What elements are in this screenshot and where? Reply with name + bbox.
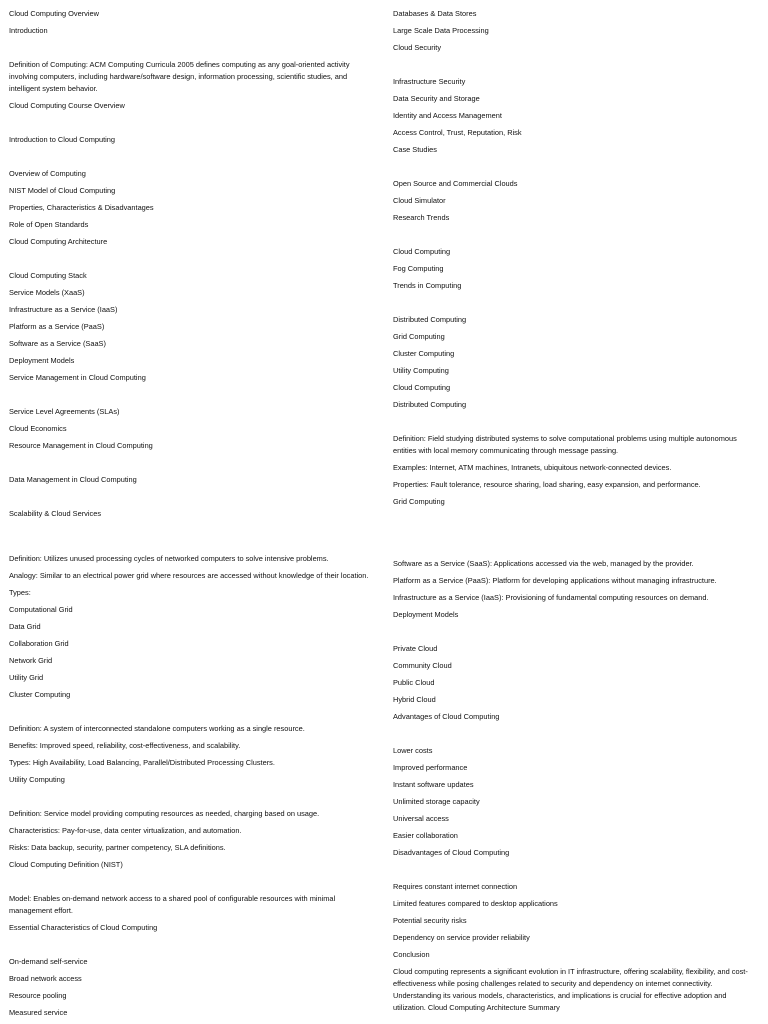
text-line: Resource Management in Cloud Computing bbox=[9, 441, 153, 450]
spacer bbox=[9, 117, 377, 134]
text-line: Requires constant internet connection bbox=[393, 882, 518, 891]
text-line: Cluster Computing bbox=[9, 690, 71, 699]
spacer bbox=[393, 864, 760, 881]
text-line: Network Grid bbox=[9, 656, 53, 665]
text-line: Deployment Models bbox=[9, 356, 75, 365]
text-line: Unlimited storage capacity bbox=[393, 797, 480, 806]
spacer bbox=[9, 791, 377, 808]
text-line: Cloud Economics bbox=[9, 424, 67, 433]
text-line: Types: High Availability, Load Balancing, Parallel/Distributed Processing Clusters. bbox=[9, 758, 275, 767]
text-line: Distributed Computing bbox=[393, 315, 467, 324]
text-line: Limited features compared to desktop applications bbox=[393, 899, 558, 908]
text-line: Examples: Internet, ATM machines, Intranets, ubiquitous network-connected devices. bbox=[393, 463, 672, 472]
spacer bbox=[393, 541, 760, 558]
text-line: NIST Model of Cloud Computing bbox=[9, 186, 116, 195]
spacer bbox=[393, 297, 760, 314]
spacer bbox=[9, 491, 377, 508]
text-line: Definition of Computing: ACM Computing Curricula 2005 defines computing as any goal-oriented activity involving computers, including hardware/software design, information processing, scientific studies, and intelligent system behavior. bbox=[9, 60, 350, 93]
spacer bbox=[393, 728, 760, 745]
text-line: Service Management in Cloud Computing bbox=[9, 373, 146, 382]
text-line: Cloud Computing bbox=[393, 247, 451, 256]
text-line: Cloud Computing Course Overview bbox=[9, 101, 125, 110]
text-line: Case Studies bbox=[393, 145, 437, 154]
text-line: Dependency on service provider reliability bbox=[393, 933, 530, 942]
text-line: Platform as a Service (PaaS) bbox=[9, 322, 105, 331]
text-line: Types: bbox=[9, 588, 31, 597]
text-line: Computational Grid bbox=[9, 605, 73, 614]
text-line: Data Grid bbox=[9, 622, 41, 631]
text-line: Cloud computing represents a significant evolution in IT infrastructure, offering scalability, flexibility, and cost-effectiveness while posing challenges related to security and dependency on internet connectivity. Understanding its various models, characteristics, and implications is crucial for effective adoption and utilization. Cloud Computing Architecture Summary bbox=[393, 967, 748, 1012]
text-line: Infrastructure Security bbox=[393, 77, 466, 86]
text-line: Infrastructure as a Service (IaaS): Provisioning of fundamental computing resources on demand. bbox=[393, 593, 709, 602]
text-line: Overview of Computing bbox=[9, 169, 86, 178]
text-line: Cloud Security bbox=[393, 43, 442, 52]
spacer bbox=[9, 42, 377, 59]
text-line: Definition: A system of interconnected standalone computers working as a single resource. bbox=[9, 724, 305, 733]
spacer bbox=[9, 939, 377, 956]
spacer bbox=[393, 161, 760, 178]
text-line: Definition: Utilizes unused processing cycles of networked computers to solve intensive problems. bbox=[9, 554, 329, 563]
spacer bbox=[393, 626, 760, 643]
spacer bbox=[9, 876, 377, 893]
text-line: Improved performance bbox=[393, 763, 468, 772]
text-line: Lower costs bbox=[393, 746, 433, 755]
text-line: Community Cloud bbox=[393, 661, 452, 670]
text-line: Identity and Access Management bbox=[393, 111, 502, 120]
text-line: Cloud Computing Architecture bbox=[9, 237, 108, 246]
text-line: Resource pooling bbox=[9, 991, 67, 1000]
text-line: Scalability & Cloud Services bbox=[9, 509, 102, 518]
text-line: Benefits: Improved speed, reliability, cost-effectiveness, and scalability. bbox=[9, 741, 241, 750]
spacer bbox=[9, 525, 377, 553]
spacer bbox=[393, 59, 760, 76]
spacer bbox=[9, 457, 377, 474]
text-line: Utility Grid bbox=[9, 673, 44, 682]
text-line: Software as a Service (SaaS) bbox=[9, 339, 106, 348]
text-line: Universal access bbox=[393, 814, 449, 823]
text-line: Private Cloud bbox=[393, 644, 438, 653]
text-line: Essential Characteristics of Cloud Computing bbox=[9, 923, 158, 932]
text-line: Distributed Computing bbox=[393, 400, 467, 409]
right-column bbox=[393, 8, 760, 1019]
text-line: Cloud Computing Definition (NIST) bbox=[9, 860, 123, 869]
text-line: Cloud Simulator bbox=[393, 196, 446, 205]
left-column bbox=[9, 8, 377, 1024]
text-line: Risks: Data backup, security, partner competency, SLA definitions. bbox=[9, 843, 226, 852]
text-line: Analogy: Similar to an electrical power grid where resources are accessed without knowledge of their location. bbox=[9, 571, 369, 580]
spacer bbox=[9, 253, 377, 270]
text-line: Conclusion bbox=[393, 950, 430, 959]
text-line: Utility Computing bbox=[393, 366, 449, 375]
text-line: Role of Open Standards bbox=[9, 220, 89, 229]
text-line: Instant software updates bbox=[393, 780, 474, 789]
text-line: Hybrid Cloud bbox=[393, 695, 436, 704]
text-line: Software as a Service (SaaS): Applications accessed via the web, managed by the provider. bbox=[393, 559, 694, 568]
text-line: Open Source and Commercial Clouds bbox=[393, 179, 518, 188]
spacer bbox=[393, 513, 760, 541]
text-line: Collaboration Grid bbox=[9, 639, 69, 648]
text-line: Definition: Service model providing computing resources as needed, charging based on usage. bbox=[9, 809, 320, 818]
text-line: Grid Computing bbox=[393, 332, 445, 341]
text-line: Infrastructure as a Service (IaaS) bbox=[9, 305, 118, 314]
text-line: Potential security risks bbox=[393, 916, 467, 925]
text-line: Data Security and Storage bbox=[393, 94, 480, 103]
text-line: Easier collaboration bbox=[393, 831, 458, 840]
text-line: Definition: Field studying distributed systems to solve computational problems using multiple autonomous entities with local memory communicating through message passing. bbox=[393, 434, 737, 455]
text-line: Data Management in Cloud Computing bbox=[9, 475, 137, 484]
text-line: Cloud Computing Overview bbox=[9, 9, 99, 18]
text-line: Public Cloud bbox=[393, 678, 435, 687]
text-line: Large Scale Data Processing bbox=[393, 26, 489, 35]
text-line: Fog Computing bbox=[393, 264, 444, 273]
spacer bbox=[393, 416, 760, 433]
text-line: Cluster Computing bbox=[393, 349, 455, 358]
text-line: Service Level Agreements (SLAs) bbox=[9, 407, 120, 416]
text-line: Cloud Computing bbox=[393, 383, 451, 392]
text-line: Platform as a Service (PaaS): Platform for developing applications without managing infrastructure. bbox=[393, 576, 717, 585]
text-line: Databases & Data Stores bbox=[393, 9, 477, 18]
text-line: Measured service bbox=[9, 1008, 68, 1017]
text-line: Properties, Characteristics & Disadvantages bbox=[9, 203, 154, 212]
text-line: Access Control, Trust, Reputation, Risk bbox=[393, 128, 522, 137]
spacer bbox=[393, 229, 760, 246]
text-line: Model: Enables on-demand network access to a shared pool of configurable resources with minimal management effort. bbox=[9, 894, 336, 915]
text-line: Disadvantages of Cloud Computing bbox=[393, 848, 510, 857]
text-line: Service Models (XaaS) bbox=[9, 288, 85, 297]
text-line: Deployment Models bbox=[393, 610, 459, 619]
text-line: On-demand self-service bbox=[9, 957, 88, 966]
spacer bbox=[9, 151, 377, 168]
text-line: Trends in Computing bbox=[393, 281, 462, 290]
text-line: Properties: Fault tolerance, resource sharing, load sharing, easy expansion, and performance. bbox=[393, 480, 701, 489]
text-line: Advantages of Cloud Computing bbox=[393, 712, 500, 721]
text-line: Cloud Computing Stack bbox=[9, 271, 87, 280]
spacer bbox=[9, 706, 377, 723]
text-line: Introduction bbox=[9, 26, 48, 35]
text-line: Utility Computing bbox=[9, 775, 65, 784]
text-line: Grid Computing bbox=[393, 497, 445, 506]
text-line: Introduction to Cloud Computing bbox=[9, 135, 115, 144]
text-line: Research Trends bbox=[393, 213, 450, 222]
spacer bbox=[9, 389, 377, 406]
text-line: Broad network access bbox=[9, 974, 82, 983]
text-line: Characteristics: Pay-for-use, data center virtualization, and automation. bbox=[9, 826, 242, 835]
